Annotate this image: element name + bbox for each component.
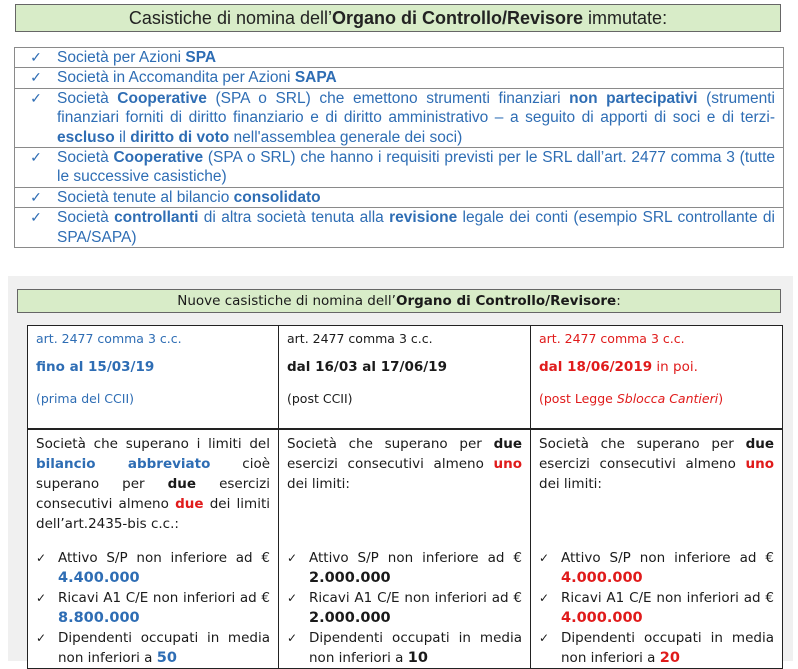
desc-text: esercizi consecutivi almeno <box>539 456 746 472</box>
list-item-text: (SPA o SRL) che emettono strumenti finanziari <box>206 89 570 107</box>
list-item-bold: consolidato <box>233 188 321 206</box>
period-label <box>539 359 774 375</box>
list-item-text: Società <box>57 149 114 167</box>
list-item <box>15 148 784 188</box>
note-text: (prima del CCII) <box>36 391 135 406</box>
limit-text: Ricavi A1 C/E non inferiori ad € <box>561 590 774 606</box>
period-date: dal 16/03 al 17/06/19 <box>287 359 447 375</box>
new-cases-table <box>27 325 783 669</box>
limits-list <box>539 548 774 668</box>
limit-item <box>539 628 774 668</box>
title-bold: Organo di Controllo/Revisore <box>395 293 617 309</box>
desc-text: esercizi consecutivi almeno <box>287 456 494 472</box>
title-bold: Organo di Controllo/Revisore <box>332 8 584 28</box>
limit-value: 4.000.000 <box>561 610 643 626</box>
list-item-bold: revisione <box>389 209 458 227</box>
desc-text: cioè superano per <box>36 456 271 492</box>
desc-bold: due <box>745 436 774 452</box>
period-label <box>36 359 270 375</box>
desc-bold: due <box>493 436 522 452</box>
desc-bold: due <box>167 476 197 492</box>
column-body-1 <box>28 429 279 669</box>
limit-value: 10 <box>407 650 428 666</box>
period-suffix: in poi. <box>652 359 698 375</box>
desc-highlight: bilancio abbreviato <box>36 456 211 472</box>
list-item <box>15 88 784 147</box>
list-item <box>15 187 784 207</box>
limit-value: 2.000.000 <box>309 570 391 586</box>
limit-value: 2.000.000 <box>309 610 391 626</box>
note-text: (post CCII) <box>287 391 353 406</box>
limit-text: Ricavi A1 C/E non inferiori ad € <box>58 590 270 606</box>
limit-value: 8.800.000 <box>58 610 140 626</box>
desc-text: dei limiti: <box>539 476 602 492</box>
list-item <box>15 68 784 88</box>
list-item-text: di altra società tenuta alla <box>198 209 390 227</box>
check-icon: ✓ <box>36 551 47 565</box>
title-prefix: Nuove casistiche di nomina dell’ <box>177 293 396 309</box>
limit-text: Attivo S/P non inferiore ad € <box>561 550 774 566</box>
limit-value: 20 <box>659 650 680 666</box>
section-title-new <box>17 289 781 313</box>
desc-highlight: uno <box>493 456 522 472</box>
list-item-bold: diritto di voto <box>130 128 230 146</box>
list-item-bold: controllanti <box>114 209 199 227</box>
period-label <box>287 359 522 375</box>
list-item-bold: escluso <box>57 128 115 146</box>
list-item-bold: Cooperative <box>117 89 207 107</box>
limit-item <box>539 588 774 628</box>
check-icon: ✓ <box>36 591 47 605</box>
desc-highlight: uno <box>745 456 774 472</box>
check-icon: ✓ <box>36 631 47 645</box>
check-icon: ✓ <box>30 188 42 205</box>
limit-text: Attivo S/P non inferiore ad € <box>309 550 522 566</box>
period-note <box>287 391 522 407</box>
column-body-3 <box>531 429 783 669</box>
period-note <box>539 391 774 407</box>
check-icon: ✓ <box>30 209 42 226</box>
limits-list <box>287 548 522 668</box>
limit-item <box>539 548 774 588</box>
limit-text: Dipendenti occupati in media non inferiori a <box>58 630 270 666</box>
limits-list <box>36 548 270 668</box>
limit-value: 4.400.000 <box>58 570 140 586</box>
limit-item <box>36 588 270 628</box>
limit-item <box>36 628 270 668</box>
limit-value: 50 <box>156 650 177 666</box>
list-item-text: (SPA o SRL) che hanno i requisiti previsti per le SRL dall’art. 2477 comma 3 (tutte le successive casistiche) <box>57 149 775 186</box>
list-item-bold: non partecipativi <box>569 89 698 107</box>
desc-text: Società che superano per <box>539 436 746 452</box>
check-icon: ✓ <box>287 591 298 605</box>
column-header-1 <box>28 326 279 430</box>
criteria-description <box>36 430 270 548</box>
list-item <box>15 208 784 248</box>
desc-text: dei limiti: <box>287 476 350 492</box>
list-item <box>15 48 784 68</box>
list-item-bold: SAPA <box>294 69 337 87</box>
article-label: art. 2477 comma 3 c.c. <box>539 331 685 346</box>
criteria-description <box>287 430 522 548</box>
list-item-text: legale dei conti (esempio SRL controllante di SPA/SAPA) <box>57 209 776 246</box>
check-icon: ✓ <box>539 631 550 645</box>
column-body-2 <box>279 429 531 669</box>
note-italic: Sblocca Cantieri <box>616 391 719 406</box>
limit-item <box>287 628 522 668</box>
limit-item <box>36 548 270 588</box>
column-header-3 <box>531 326 783 430</box>
check-icon: ✓ <box>539 591 550 605</box>
check-icon: ✓ <box>539 551 550 565</box>
limit-text: Attivo S/P non inferiore ad € <box>58 550 270 566</box>
check-icon: ✓ <box>287 631 298 645</box>
check-icon: ✓ <box>287 551 298 565</box>
title-prefix: Casistiche di nomina dell’ <box>128 8 333 28</box>
list-item-bold: SPA <box>185 49 217 66</box>
limit-text: Ricavi A1 C/E non inferiori ad € <box>309 590 522 606</box>
column-header-2 <box>279 326 531 430</box>
limit-item <box>287 588 522 628</box>
article-label: art. 2477 comma 3 c.c. <box>287 331 433 346</box>
section-title-unchanged <box>15 4 781 32</box>
limit-text: Dipendenti occupati in media non inferiori a <box>561 630 774 666</box>
desc-text: esercizi consecutivi almeno <box>36 476 270 512</box>
check-icon: ✓ <box>30 149 42 166</box>
limit-item <box>287 548 522 588</box>
period-note <box>36 391 270 407</box>
list-item-text: Società tenute al bilancio <box>57 188 234 206</box>
list-item-text: Società in Accomandita per Azioni <box>57 69 295 87</box>
list-item-bold: Cooperative <box>113 149 204 167</box>
unchanged-cases-list <box>14 47 784 248</box>
criteria-description <box>539 430 774 548</box>
list-item-text: Società <box>57 89 118 107</box>
list-item-text: (strumenti finanziari forniti di diritto finanziario e di diritto amministrativo – a seguito di apporti di soci e di terzi- <box>57 89 775 127</box>
period-date: fino al 15/03/19 <box>36 359 155 375</box>
note-text: (post Legge <box>539 391 617 406</box>
list-item-text: nell'assemblea generale dei soci) <box>229 128 463 146</box>
check-icon: ✓ <box>30 69 42 86</box>
list-item-text: Società per Azioni <box>57 49 186 66</box>
desc-highlight: due <box>175 496 204 512</box>
list-item-text: il <box>114 128 131 146</box>
check-icon: ✓ <box>30 89 42 106</box>
title-suffix: : <box>616 293 621 309</box>
desc-text: Società che superano per <box>287 436 494 452</box>
note-text: ) <box>718 391 724 406</box>
article-label: art. 2477 comma 3 c.c. <box>36 331 182 346</box>
title-suffix: immutate: <box>583 8 668 28</box>
list-item-text: Società <box>57 209 115 227</box>
check-icon: ✓ <box>30 49 42 65</box>
desc-text: dei limiti dell’art.2435-bis c.c.: <box>36 496 270 532</box>
limit-text: Dipendenti occupati in media non inferiori a <box>309 630 522 666</box>
desc-text: Società che superano i limiti del <box>36 436 270 452</box>
limit-value: 4.000.000 <box>561 570 643 586</box>
period-date: dal 18/06/2019 <box>539 359 653 375</box>
